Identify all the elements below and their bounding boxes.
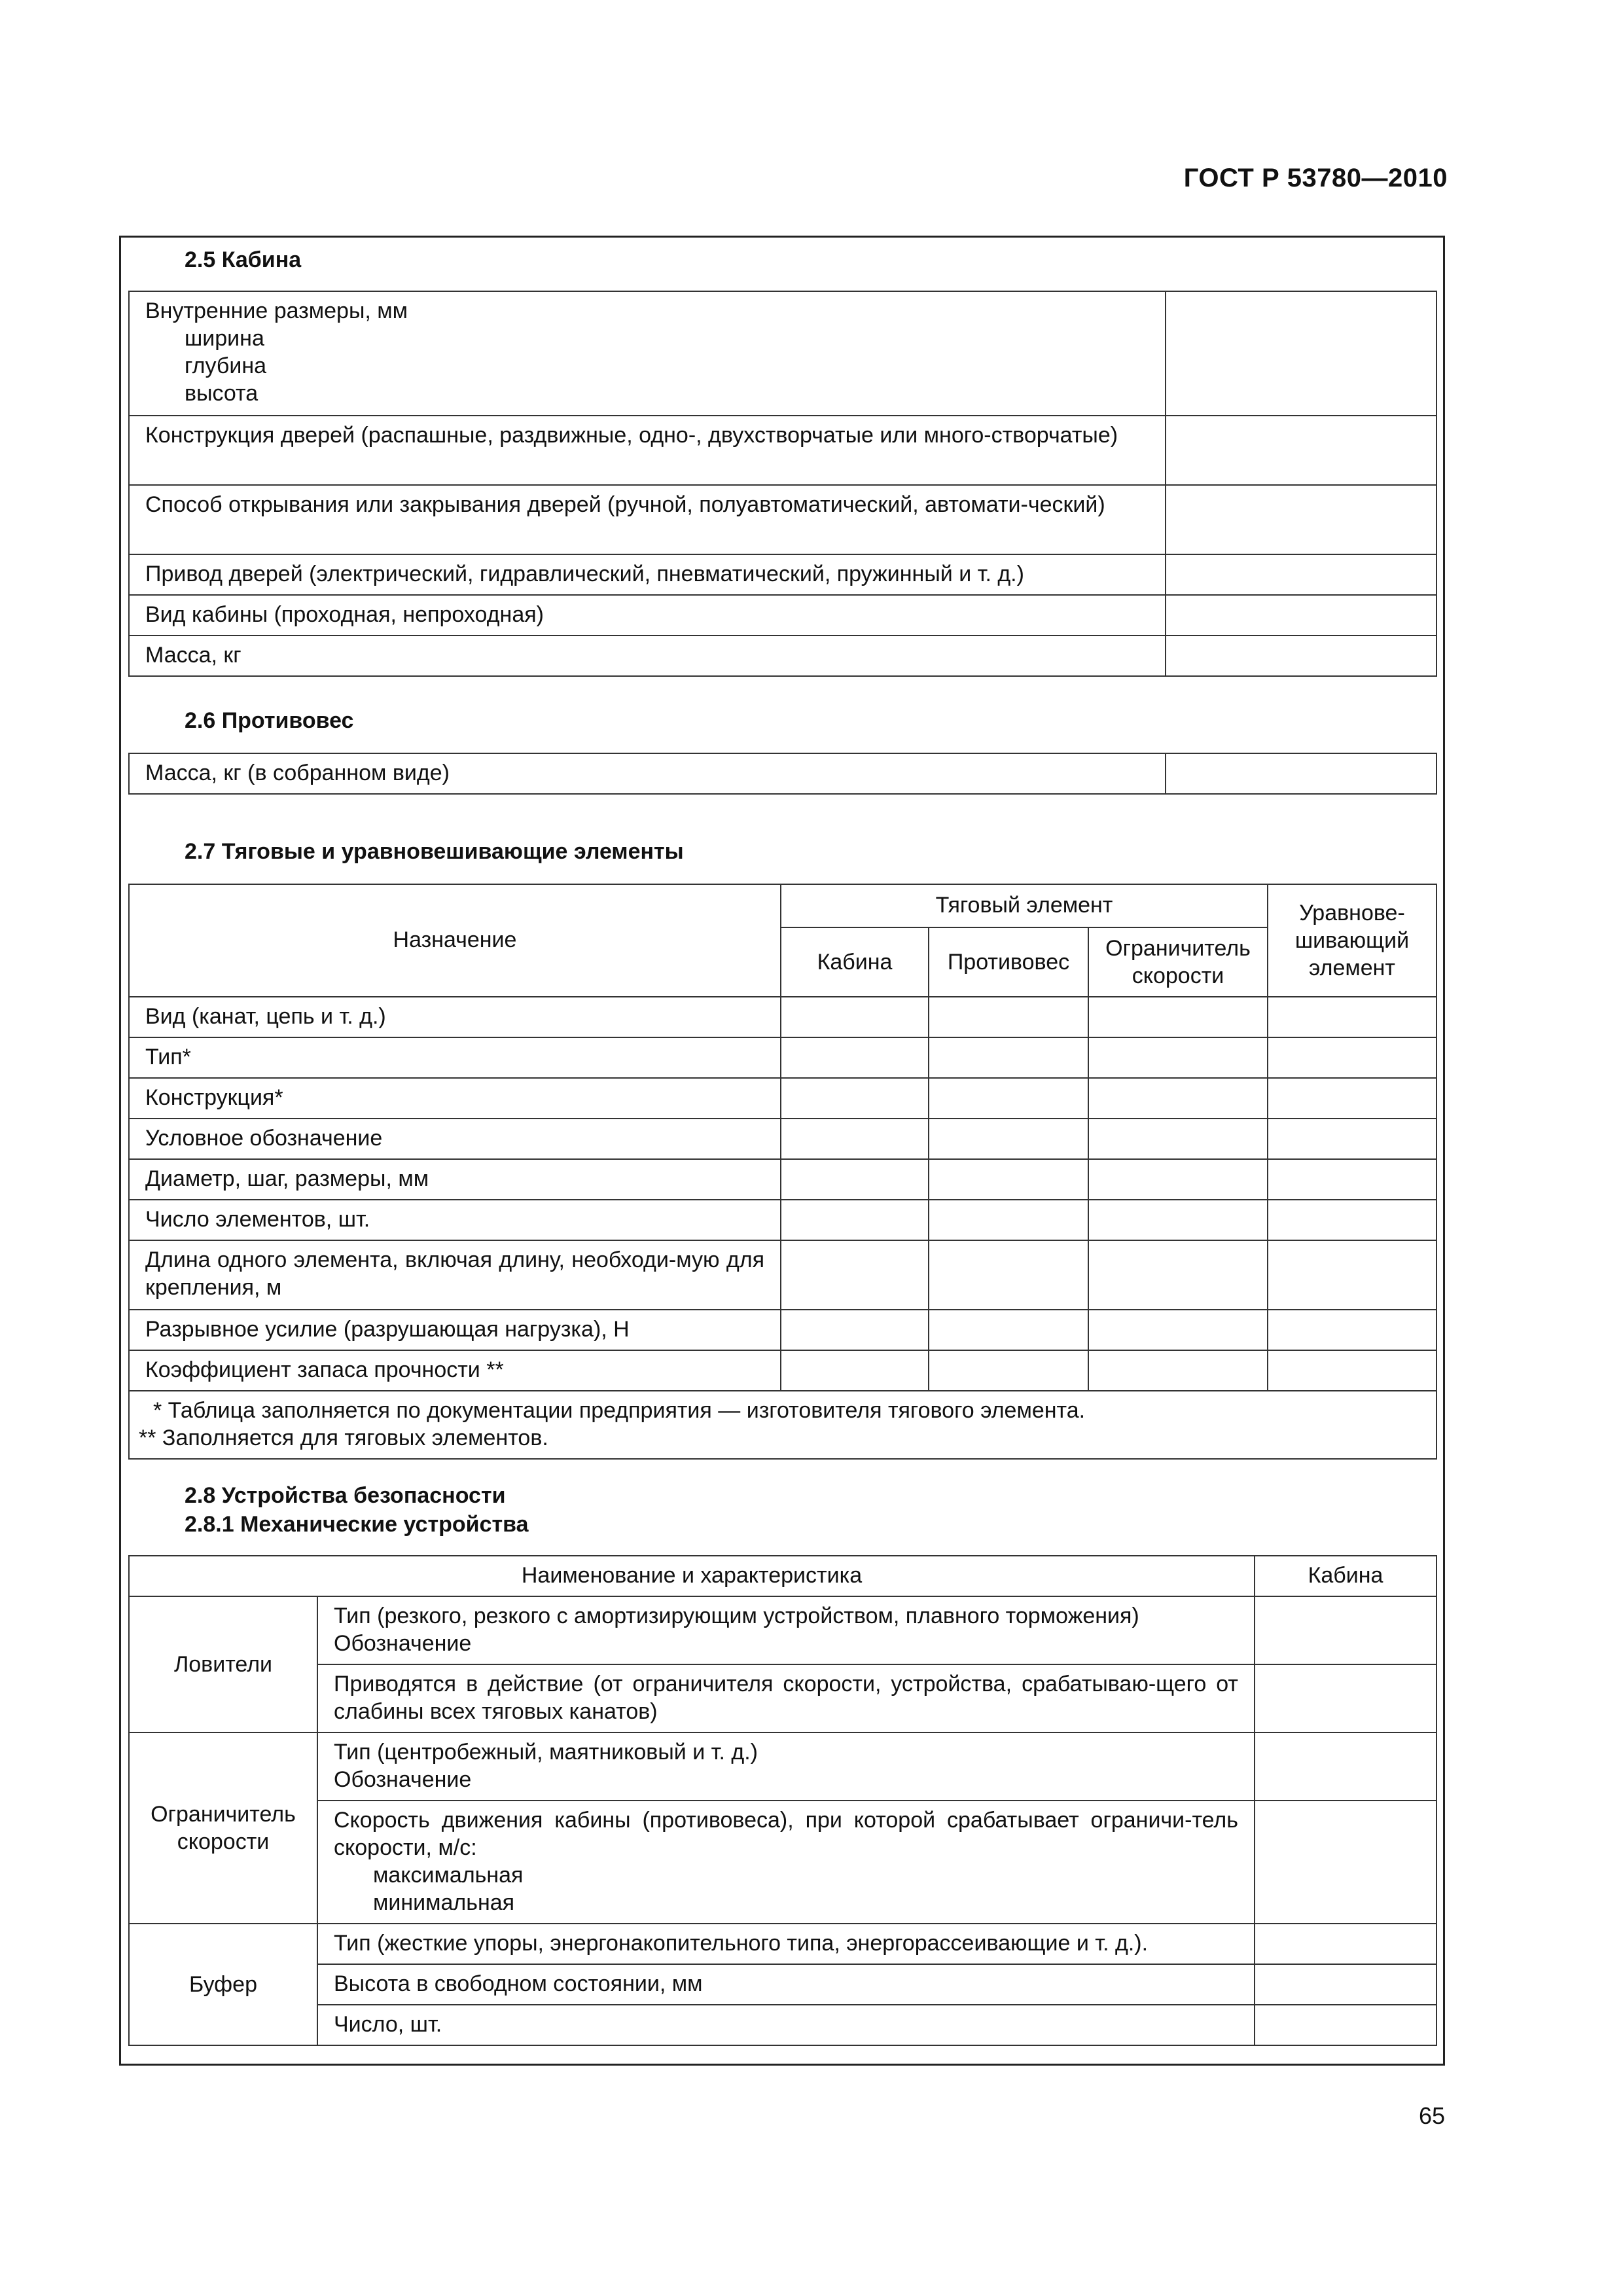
row-label: Высота в свободном состоянии, мм — [317, 1964, 1255, 2005]
table-row — [129, 2005, 1436, 2045]
value-cell[interactable] — [1255, 1964, 1436, 2005]
value-cell[interactable] — [1166, 753, 1436, 794]
table-row — [129, 291, 1436, 416]
table-row — [129, 636, 1436, 676]
section-2-8-title: 2.8 Устройства безопасности — [185, 1483, 506, 1508]
value-cell[interactable] — [929, 1119, 1088, 1159]
value-cell[interactable] — [781, 997, 929, 1037]
value-cell[interactable] — [1268, 1037, 1436, 1078]
table-row — [129, 1310, 1436, 1350]
row-label: Конструкция* — [129, 1078, 781, 1119]
table-row — [129, 1732, 1436, 1801]
table-row — [129, 1964, 1436, 2005]
table-row — [129, 1801, 1436, 1924]
table-row — [129, 997, 1436, 1037]
safety-devices-table — [128, 1555, 1437, 2046]
label-text: Внутренние размеры, мм — [145, 298, 408, 323]
value-cell[interactable] — [781, 1078, 929, 1119]
label-text: Обозначение — [334, 1767, 472, 1792]
section-2-5-title: 2.5 Кабина — [185, 247, 302, 272]
header-cabin: Кабина — [781, 927, 929, 997]
value-cell[interactable] — [929, 1159, 1088, 1200]
sub-label: высота — [185, 381, 259, 406]
row-label: Вид (канат, цепь и т. д.) — [129, 997, 781, 1037]
row-label: Разрывное усилие (разрушающая нагрузка), Н — [129, 1310, 781, 1350]
table-row — [129, 1596, 1436, 1664]
value-cell[interactable] — [1166, 595, 1436, 636]
row-label: Число элементов, шт. — [129, 1200, 781, 1240]
label-text: Тип (резкого, резкого с амортизирующим устройством, плавного торможения) — [334, 1604, 1139, 1628]
counterweight-table — [128, 753, 1437, 795]
row-label: Длина одного элемента, включая длину, необходи-мую для крепления, м — [129, 1240, 781, 1310]
value-cell[interactable] — [1088, 1159, 1268, 1200]
value-cell[interactable] — [781, 1159, 929, 1200]
value-cell[interactable] — [1166, 636, 1436, 676]
table-header-row — [129, 884, 1436, 927]
sub-label: ширина — [185, 326, 264, 351]
label-text: Обозначение — [334, 1631, 472, 1656]
value-cell[interactable] — [1268, 1200, 1436, 1240]
row-label — [317, 1596, 1255, 1664]
row-label: Конструкция дверей (распашные, раздвижные, одно-, двухстворчатые или много-створчатые) — [129, 416, 1166, 485]
header-counterweight: Противовес — [929, 927, 1088, 997]
label-text: Скорость движения кабины (противовеса), при которой срабатывает ограничи-тель скорости, м/с: — [334, 1808, 1238, 1860]
table-row — [129, 1119, 1436, 1159]
value-cell[interactable] — [1088, 1240, 1268, 1310]
table-row — [129, 485, 1436, 554]
row-label: Способ открывания или закрывания дверей (ручной, полуавтоматический, автомати-ческий) — [129, 485, 1166, 554]
group-speed-limiter: Ограничитель скорости — [129, 1732, 317, 1924]
footnote-1: * Таблица заполняется по документации предприятия — изготовителя тягового элемента. — [153, 1398, 1086, 1423]
value-cell[interactable] — [929, 1310, 1088, 1350]
document-code: ГОСТ Р 53780—2010 — [1183, 164, 1448, 192]
header-limiter: Ограничитель скорости — [1088, 927, 1268, 997]
table-row — [129, 1200, 1436, 1240]
value-cell[interactable] — [1268, 1350, 1436, 1391]
value-cell[interactable] — [1166, 416, 1436, 485]
value-cell[interactable] — [929, 1240, 1088, 1310]
row-label: Диаметр, шаг, размеры, мм — [129, 1159, 781, 1200]
value-cell[interactable] — [1088, 1119, 1268, 1159]
row-label — [129, 291, 1166, 416]
section-2-8-1-title: 2.8.1 Механические устройства — [185, 1512, 529, 1537]
value-cell[interactable] — [1166, 291, 1436, 416]
label-text: Тип (центробежный, маятниковый и т. д.) — [334, 1740, 758, 1765]
value-cell[interactable] — [1166, 554, 1436, 595]
table-row — [129, 1664, 1436, 1732]
row-label: Коэффициент запаса прочности ** — [129, 1350, 781, 1391]
value-cell[interactable] — [781, 1350, 929, 1391]
table-row — [129, 1078, 1436, 1119]
row-label — [317, 1801, 1255, 1924]
section-2-6-title: 2.6 Противовес — [185, 708, 354, 733]
group-buffer: Буфер — [129, 1924, 317, 2045]
value-cell[interactable] — [781, 1200, 929, 1240]
value-cell[interactable] — [1088, 1350, 1268, 1391]
value-cell[interactable] — [781, 1119, 929, 1159]
row-label: Тип (жесткие упоры, энергонакопительного типа, энергорассеивающие и т. д.). — [317, 1924, 1255, 1964]
table-row — [129, 554, 1436, 595]
value-cell[interactable] — [1255, 1664, 1436, 1732]
value-cell[interactable] — [929, 1078, 1088, 1119]
value-cell[interactable] — [1268, 1119, 1436, 1159]
table-row — [129, 1924, 1436, 1964]
footnote-row — [129, 1391, 1436, 1459]
header-traction: Тяговый элемент — [781, 884, 1268, 927]
row-label: Масса, кг (в собранном виде) — [129, 753, 1166, 794]
value-cell[interactable] — [781, 1310, 929, 1350]
group-catchers: Ловители — [129, 1596, 317, 1732]
traction-table — [128, 884, 1437, 1460]
row-label: Масса, кг — [129, 636, 1166, 676]
value-cell[interactable] — [1088, 997, 1268, 1037]
value-cell[interactable] — [929, 1200, 1088, 1240]
table-row — [129, 753, 1436, 794]
footnote-2: ** Заполняется для тяговых элементов. — [139, 1426, 548, 1450]
sub-label: максимальная — [373, 1863, 524, 1888]
page-number: 65 — [1418, 2102, 1445, 2129]
value-cell[interactable] — [1268, 1078, 1436, 1119]
value-cell[interactable] — [781, 1240, 929, 1310]
value-cell[interactable] — [1166, 485, 1436, 554]
value-cell[interactable] — [1255, 1596, 1436, 1664]
row-label: Вид кабины (проходная, непроходная) — [129, 595, 1166, 636]
value-cell[interactable] — [929, 997, 1088, 1037]
value-cell[interactable] — [929, 1037, 1088, 1078]
value-cell[interactable] — [1088, 1310, 1268, 1350]
value-cell[interactable] — [1255, 2005, 1436, 2045]
footnotes — [129, 1391, 1436, 1459]
header-cabin: Кабина — [1255, 1556, 1436, 1596]
row-label — [317, 1732, 1255, 1801]
table-row — [129, 1350, 1436, 1391]
header-name: Наименование и характеристика — [129, 1556, 1255, 1596]
sub-label: минимальная — [373, 1890, 515, 1915]
table-row — [129, 1240, 1436, 1310]
row-label: Привод дверей (электрический, гидравлический, пневматический, пружинный и т. д.) — [129, 554, 1166, 595]
header-purpose: Назначение — [129, 884, 781, 997]
cabin-table — [128, 291, 1437, 677]
value-cell[interactable] — [1255, 1924, 1436, 1964]
value-cell[interactable] — [1088, 1200, 1268, 1240]
value-cell[interactable] — [929, 1350, 1088, 1391]
value-cell[interactable] — [1268, 1310, 1436, 1350]
table-row — [129, 1037, 1436, 1078]
row-label: Тип* — [129, 1037, 781, 1078]
table-header-row — [129, 1556, 1436, 1596]
value-cell[interactable] — [781, 1037, 929, 1078]
header-balancing: Уравнове-шивающий элемент — [1268, 884, 1436, 997]
sub-label: глубина — [185, 353, 267, 378]
table-row — [129, 595, 1436, 636]
row-label: Приводятся в действие (от ограничителя скорости, устройства, срабатываю-щего от слабины всех тяговых канатов) — [317, 1664, 1255, 1732]
value-cell[interactable] — [1088, 1078, 1268, 1119]
value-cell[interactable] — [1255, 1801, 1436, 1924]
value-cell[interactable] — [1268, 1159, 1436, 1200]
value-cell[interactable] — [1268, 1240, 1436, 1310]
row-label: Условное обозначение — [129, 1119, 781, 1159]
section-2-7-title: 2.7 Тяговые и уравновешивающие элементы — [185, 839, 684, 864]
value-cell[interactable] — [1255, 1732, 1436, 1801]
table-row — [129, 1159, 1436, 1200]
row-label: Число, шт. — [317, 2005, 1255, 2045]
value-cell[interactable] — [1268, 997, 1436, 1037]
value-cell[interactable] — [1088, 1037, 1268, 1078]
table-row — [129, 416, 1436, 485]
